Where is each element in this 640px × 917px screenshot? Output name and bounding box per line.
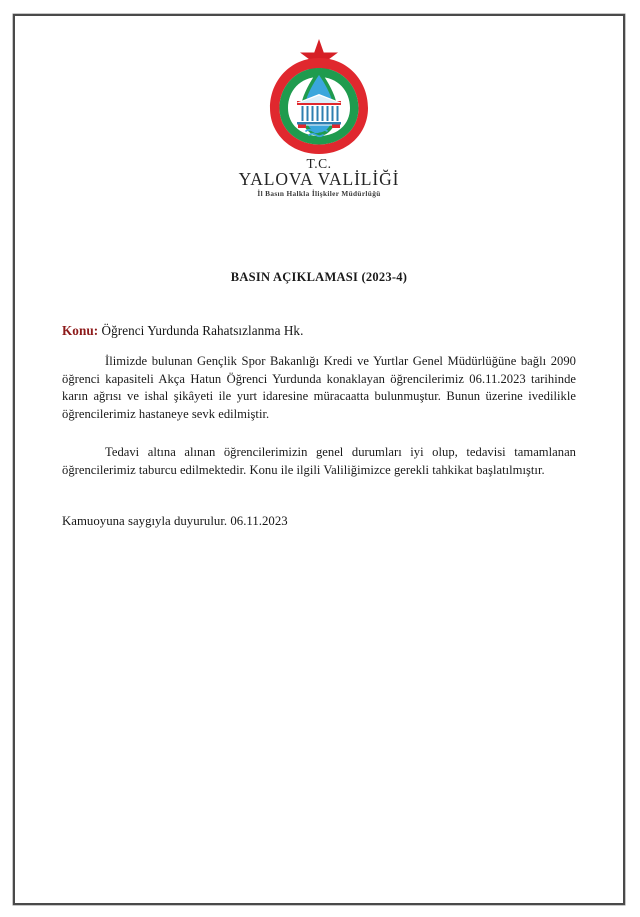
subject-text: Öğrenci Yurdunda Rahatsızlanma Hk. [101,322,304,338]
subject-label: Konu: [62,322,99,338]
body-paragraph-1: İlimizde bulunan Gençlik Spor Bakanlığı Kredi ve Yurtlar Genel Müdürlüğüne bağlı 2090 öğrenci kapasiteli Akça Hatun Öğrenci Yurdunda konaklayan öğrencilerimiz 06.11.2023 tarihinde karın ağrısı ve ishal şikâyeti ile yurt idaresine müracaatta bulunmuştur. Bunun üzerine ivedilikle öğrencilerimiz hastaneye sevk edilmiştir. [62,353,576,422]
document-title: BASIN AÇIKLAMASI (2023-4) [230,269,408,284]
subject-line [62,323,576,339]
letterhead-department-name: İl Basın Halkla İlişkiler Müdürlüğü [257,188,381,198]
letterhead-republic-line: T.C. [306,156,332,171]
body-paragraph-2: Tedavi altına alınan öğrencilerimizin genel durumları iyi olup, tedavisi tamamlanan öğrencilerimiz taburcu edilmektedir. Konu ile ilgili Valiliğimizce gerekli tahkikat başlatılmıştır. [62,445,576,478]
yalova-governorship-emblem-icon [267,38,371,156]
document-page [13,14,625,905]
letterhead [62,16,576,198]
letterhead-institution-name: YALOVA VALİLİĞİ [238,169,400,190]
closing-line: Kamuoyuna saygıyla duyurulur. 06.11.2023 [62,513,288,528]
